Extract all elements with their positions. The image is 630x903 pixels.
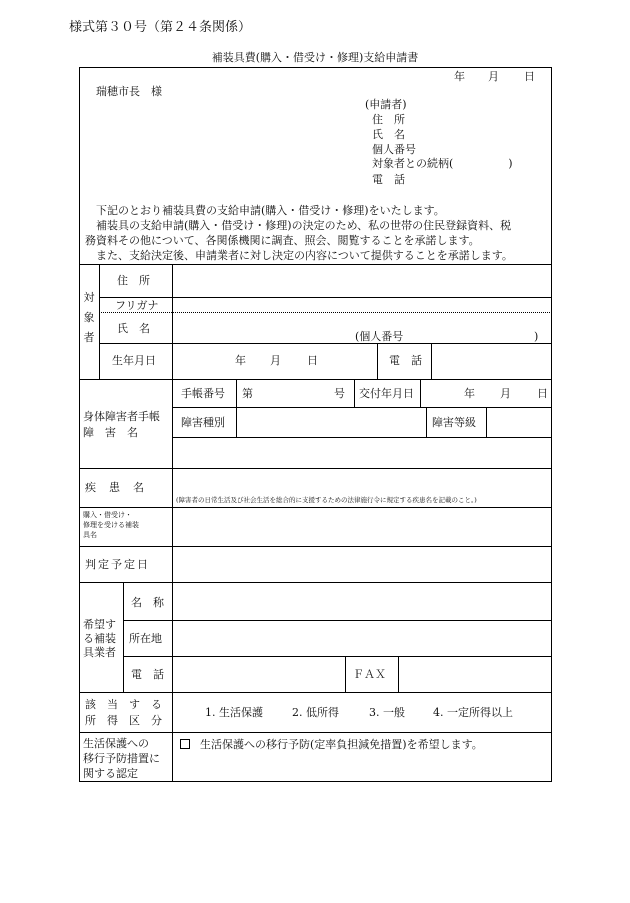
transition-label-1: 生活保護への xyxy=(83,737,149,750)
subject-birth-day: 日 xyxy=(307,354,318,367)
statement-line-3: 務資料その他について、各関係機関に調査、照会、閲覧することを承諾します。 xyxy=(85,234,480,247)
subject-birthdate-label: 生年月日 xyxy=(112,354,156,367)
disease-note: (障害者の日常生活及び社会生活を総合的に支援するための法律施行令に規定する疾患名を記載のこと。) xyxy=(176,496,477,504)
vendor-location-label: 所在地 xyxy=(129,632,162,645)
handbook-type-label: 障害種別 xyxy=(181,416,225,429)
device-label-2: 修理を受ける補装 xyxy=(83,521,139,529)
applicant-relation-label: 対象者との続柄( ) xyxy=(372,157,513,170)
applicant-name-label: 氏 名 xyxy=(372,128,405,141)
form-title: 補装具費(購入・借受け・修理)支給申請書 xyxy=(211,51,419,64)
handbook-issue-month: 月 xyxy=(500,387,511,400)
vendor-fax-label: ＦＡＸ xyxy=(353,668,386,681)
vendor-name-label: 名 称 xyxy=(131,596,164,609)
subject-personal-number-label: (個人番号 xyxy=(355,330,404,343)
subject-birth-month: 月 xyxy=(270,354,281,367)
transition-option[interactable] xyxy=(180,738,483,751)
subject-name-label: 氏 名 xyxy=(117,322,150,335)
handbook-issue-day: 日 xyxy=(537,387,548,400)
subject-phone-label: 電 話 xyxy=(389,354,422,367)
subject-address-label: 住 所 xyxy=(117,274,150,287)
device-label-3: 具名 xyxy=(83,531,97,539)
income-option-4[interactable]: 4. 一定所得以上 xyxy=(433,706,513,719)
handbook-issue-year: 年 xyxy=(464,387,475,400)
judgment-date-label: 判定予定日 xyxy=(85,558,150,571)
subject-personal-number-close: ) xyxy=(534,330,539,343)
form-number: 様式第３０号（第２４条関係） xyxy=(69,20,252,35)
vendor-label-1: 希望す xyxy=(83,618,116,631)
addressee: 瑞穂市長 様 xyxy=(96,85,162,98)
applicant-personal-number-label: 個人番号 xyxy=(372,143,416,156)
income-option-3[interactable]: 3. 一般 xyxy=(369,706,405,719)
handbook-issue-date-label: 交付年月日 xyxy=(359,387,414,400)
date-day: 日 xyxy=(524,70,535,83)
device-label-1: 購入・借受け・ xyxy=(83,511,132,519)
handbook-go: 号 xyxy=(334,387,345,400)
income-label-1: 該 当 す る xyxy=(85,698,162,711)
vendor-phone-label: 電 話 xyxy=(131,668,164,681)
checkbox-icon[interactable] xyxy=(180,739,190,749)
subject-group-label: 対象者 xyxy=(83,291,95,344)
subject-furigana-label: フリガナ xyxy=(115,299,159,312)
handbook-label-2: 障 害 名 xyxy=(83,426,138,439)
vendor-label-2: る補装 xyxy=(83,632,116,645)
handbook-number-label: 手帳番号 xyxy=(181,387,225,400)
handbook-grade-label: 障害等級 xyxy=(432,416,476,429)
transition-label-3: 関する認定 xyxy=(83,767,138,780)
transition-label-2: 移行予防措置に xyxy=(83,752,160,765)
applicant-address-label: 住 所 xyxy=(372,113,405,126)
income-option-1[interactable]: 1. 生活保護 xyxy=(205,706,263,719)
statement-line-2: 補装具の支給申請(購入・借受け・修理)の決定のため、私の世帯の住民登録資料、税 xyxy=(96,219,512,232)
date-year: 年 xyxy=(454,70,465,83)
applicant-phone-label: 電 話 xyxy=(372,173,405,186)
handbook-dai: 第 xyxy=(242,387,253,400)
applicant-heading: (申請者) xyxy=(365,98,407,111)
income-label-2: 所 得 区 分 xyxy=(85,714,162,727)
date-month: 月 xyxy=(488,70,499,83)
income-option-2[interactable]: 2. 低所得 xyxy=(292,706,339,719)
handbook-label-1: 身体障害者手帳 xyxy=(83,410,160,423)
subject-birth-year: 年 xyxy=(235,354,246,367)
vendor-label-3: 具業者 xyxy=(83,646,116,659)
transition-checkbox-text: 生活保護への移行予防(定率負担減免措置)を希望します。 xyxy=(200,738,483,751)
statement-line-1: 下記のとおり補装具費の支給申請(購入・借受け・修理)をいたします。 xyxy=(96,204,445,217)
statement-line-4: また、支給決定後、申請業者に対し決定の内容について提供することを承諾します。 xyxy=(96,249,513,262)
disease-label: 疾 患 名 xyxy=(85,481,145,494)
